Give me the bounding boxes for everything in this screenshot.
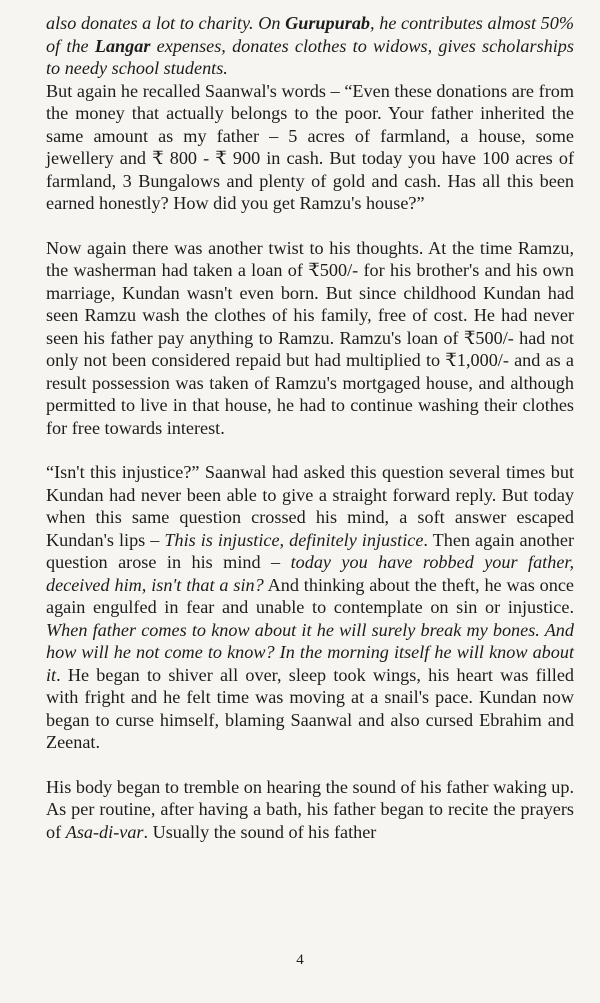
- paragraph-2: But again he recalled Saanwal's words – “Even these donations are from the money that actually belongs to the poor. Your father inherited the same amount as my father – 5 acres of farmland, a house, some jewellery and ₹ 800 - ₹ 900 in cash. But today you have 100 acres of farmland, 3 Bungalows and plenty of gold and cash. Has all this been earned honestly? How did you get Ramzu's house?”: [46, 80, 574, 213]
- italic-span: When father comes to know about it he will surely break my bones. And how will he not come to know? In the morning itself he will know about it: [46, 619, 574, 685]
- text-span: . Then again another question arose in his mind –: [46, 529, 575, 572]
- paragraph-3: Now again there was another twist to his thoughts. At the time Ramzu, the washerman had taken a loan of ₹500/- for his brother's and his own marriage, Kundan wasn't even born. But since childhood Kundan had seen Ramzu wash the clothes of his family, free of cost. He had never seen his father pay anything to Ramzu. Ramzu's loan of ₹500/- had not only not been considered repaid but had multiplied to ₹1,000/- and as a result possession was taken of Ramzu's mortgaged house, and although permitted to live in that house, he had to continue washing their clothes for free towards interest.: [46, 237, 574, 438]
- paragraph-gap: [46, 439, 574, 461]
- body-text: [46, 12, 574, 843]
- italic-span: Asa-di-var: [65, 821, 144, 842]
- paragraph-5: [46, 776, 574, 844]
- paragraph-gap: [46, 215, 574, 237]
- text-span: “Isn't this injustice?” Saanwal had asked this question several times but Kundan had never been able to give a straight forward reply. But today when this same question crossed his mind, a soft answer escaped Kundan's lips –: [46, 462, 574, 550]
- italic-span: This is injustice, definitely injustice: [164, 529, 424, 550]
- text-span: And thinking about the theft, he was once again engulfed in fear and unable to contemplate on sin or injustice.: [46, 574, 574, 617]
- term-gurupurab: Gurupurab: [285, 13, 371, 33]
- text-span: expenses, donates clothes to widows, gives scholarships to needy school students.: [46, 35, 574, 78]
- text-span: . He began to shiver all over, sleep took wings, his heart was filled with fright and he felt time was moving at a snail's pace. Kundan now began to curse himself, blaming Saanwal and also cursed Ebrahim and Zeenat.: [46, 664, 574, 752]
- term-langar: Langar: [94, 35, 151, 56]
- text-span: also donates a lot to charity. On: [46, 13, 286, 33]
- paragraph-4: [46, 461, 574, 754]
- paragraph-gap: [46, 754, 574, 776]
- text-span: , he contributes almost 50% of the: [46, 13, 574, 56]
- text-span: His body began to tremble on hearing the sound of his father waking up. As per routine, after having a bath, his father began to recite the prayers of: [46, 776, 574, 842]
- paragraph-1: [46, 12, 574, 80]
- page-number: 4: [296, 952, 304, 968]
- text-span: . Usually the sound of his father: [143, 821, 377, 842]
- italic-span: today you have robbed your father, deceived him, isn't that a sin?: [46, 552, 574, 595]
